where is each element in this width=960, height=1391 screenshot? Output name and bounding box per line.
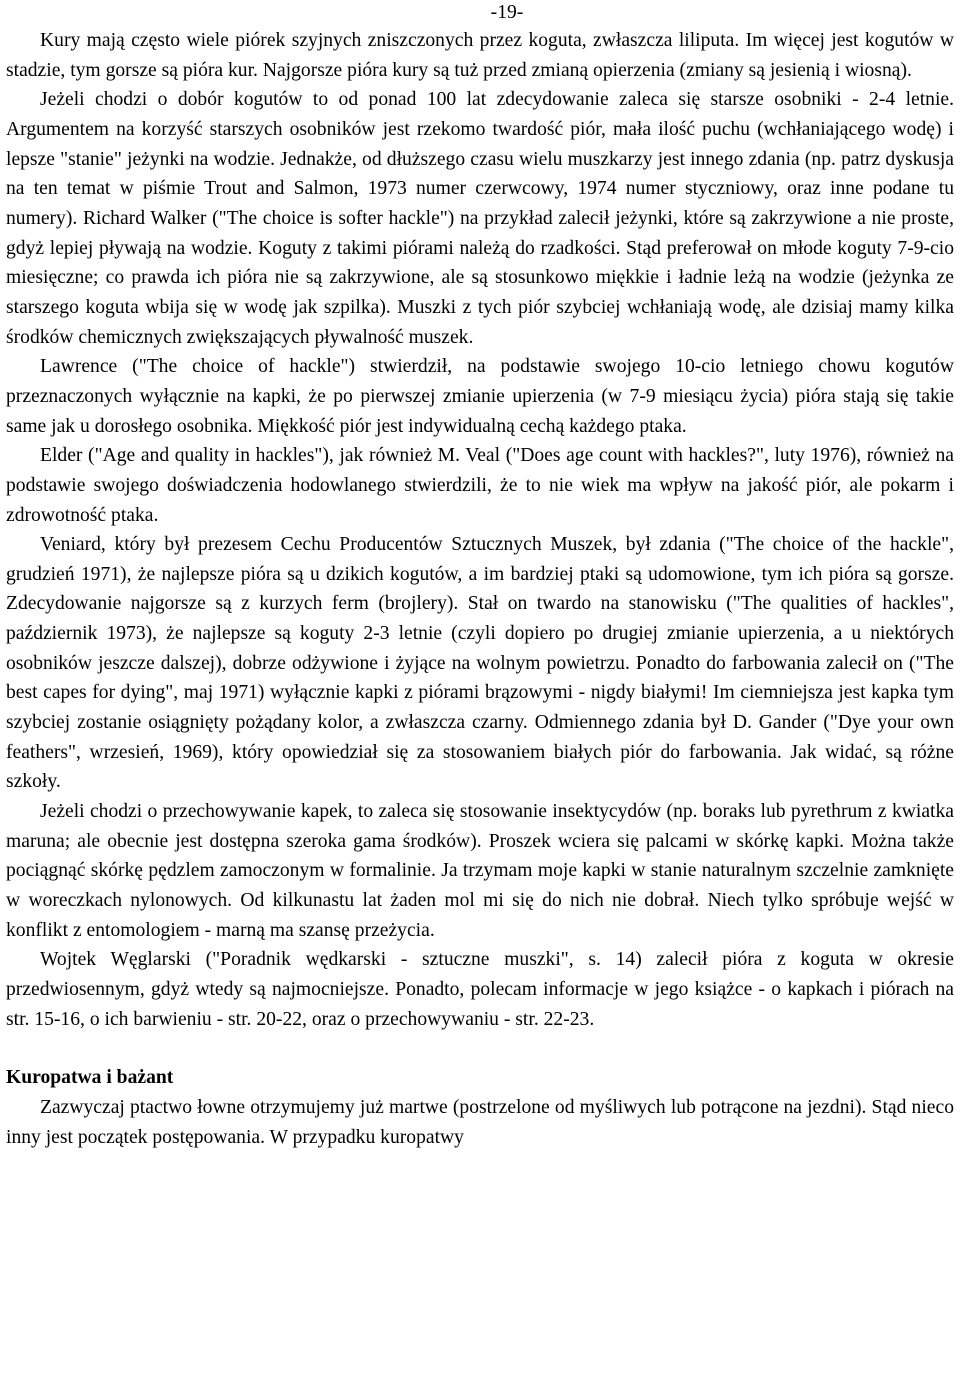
paragraph: Wojtek Węglarski ("Poradnik wędkarski - sztuczne muszki", s. 14) zalecił pióra z koguta w okresie przedwiosennym, gdyż wtedy są najmocniejsze. Ponadto, polecam informacje w jego książce - o kapkach i piórach na str. 15-16, o ich barwieniu - str. 20-22, oraz o przechowywaniu - str. 22-23. <box>6 949 954 1030</box>
paragraph: Jeżeli chodzi o dobór kogutów to od ponad 100 lat zdecydowanie zaleca się starsze osobniki - 2-4 letnie. Argumentem na korzyść starszych osobników jest rzekomo twardość piór, mała ilość puchu (wchłaniającego wodę) i lepsze "stanie" jeżynki na wodzie. Jednakże, od dłuższego czasu wielu muszkarzy jest innego zdania (np. patrz dyskusja na ten temat w piśmie Trout and Salmon, 1973 numer czerwcowy, 1974 numer styczniowy, oraz inne podane tu numery). Richard Walker ("The choice is softer hackle") na przykład zalecił jeżynki, które są zakrzywione a nie proste, gdyż lepiej pływają na wodzie. Koguty z takimi piórami należą do rzadkości. Stąd preferował on młode koguty 7-9-cio miesięczne; co prawda ich pióra nie są zakrzywione, ale są stosunkowo miękkie i ładnie leżą na wodzie (jeżynka ze starszego koguta wbija się w wodę jak szpilka). Muszki z tych piór szybciej wchłaniają wodę, ale dzisiaj mamy kilka środków chemicznych zwiększających pływalność muszek. <box>6 89 954 348</box>
paragraph: Kury mają często wiele piórek szyjnych zniszczonych przez koguta, zwłaszcza liliputa. Im więcej jest kogutów w stadzie, tym gorsze są pióra kur. Najgorsze pióra kury są tuż przed zmianą opierzenia (zmiany są jesienią i wiosną). <box>6 30 954 81</box>
paragraph: Elder ("Age and quality in hackles"), jak również M. Veal ("Does age count with hackles?", luty 1976), również na podstawie swojego doświadczenia hodowlanego stwierdzili, że to nie wiek ma wpływ na jakość piór, ale pokarm i zdrowotność ptaka. <box>6 445 954 526</box>
page-number: -19- <box>490 2 524 23</box>
paragraph: Veniard, który był prezesem Cechu Producentów Sztucznych Muszek, był zdania ("The choice of the hackle", grudzień 1971), że najlepsze pióra są u dzikich kogutów, a im bardziej ptaki są udomowione, tym ich pióra są gorsze. Zdecydowanie najgorsze są z kurzych ferm (brojlery). Stał on twardo na stanowisku ("The qualities of hackles", październik 1973), że najlepsze są koguty 2-3 letnie (czyli dopiero po drugiej zmianie upierzenia, a u niektórych osobników jeszcze dalszej), dobrze odżywione i żyjące na wolnym powietrzu. Ponadto do farbowania zalecił on ("The best capes for dying", maj 1971) wyłącznie kapki z piórami brązowymi - nigdy białymi! Im ciemniejsza jest kapka tym szybciej zostanie osiągnięty pożądany kolor, a zwłaszcza czarny. Odmiennego zdania był D. Gander ("Dye your own feathers", wrzesień, 1969), który opowiedział się za stosowaniem białych piór do farbowania. Jak widać, są różne szkoły. <box>6 534 954 793</box>
paragraph: Lawrence ("The choice of hackle") stwierdził, na podstawie swojego 10-cio letniego chowu kogutów przeznaczonych wyłącznie na kapki, że po pierwszej zmianie upierzenia (w 7-9 miesiącu życia) pióra stają się takie same jak u dorosłego osobnika. Miękkość piór jest indywidualną cechą każdego ptaka. <box>6 356 954 437</box>
paragraph: Jeżeli chodzi o przechowywanie kapek, to zaleca się stosowanie insektycydów (np. boraks lub pyrethrum z kwiatka maruna; ale obecnie jest dostępna szeroka gama środków). Proszek wciera się palcami w skórkę kapki. Można także pociągnąć skórkę pędzlem zamoczonym w formalinie. Ja trzymam moje kapki w stanie naturalnym szczelnie zamknięte w woreczkach nylonowych. Od kilkunastu lat żaden mol mi się do nich nie dobrał. Niech tylko spróbuje wejść w konflikt z entomologiem - marną ma szansę przeżycia. <box>6 801 954 941</box>
paragraph: Zazwyczaj ptactwo łowne otrzymujemy już martwe (postrzelone od myśliwych lub potrącone na jezdni). Stąd nieco inny jest początek postępowania. W przypadku kuropatwy <box>6 1096 954 1148</box>
section-heading: Kuropatwa i bażant <box>6 1067 174 1089</box>
